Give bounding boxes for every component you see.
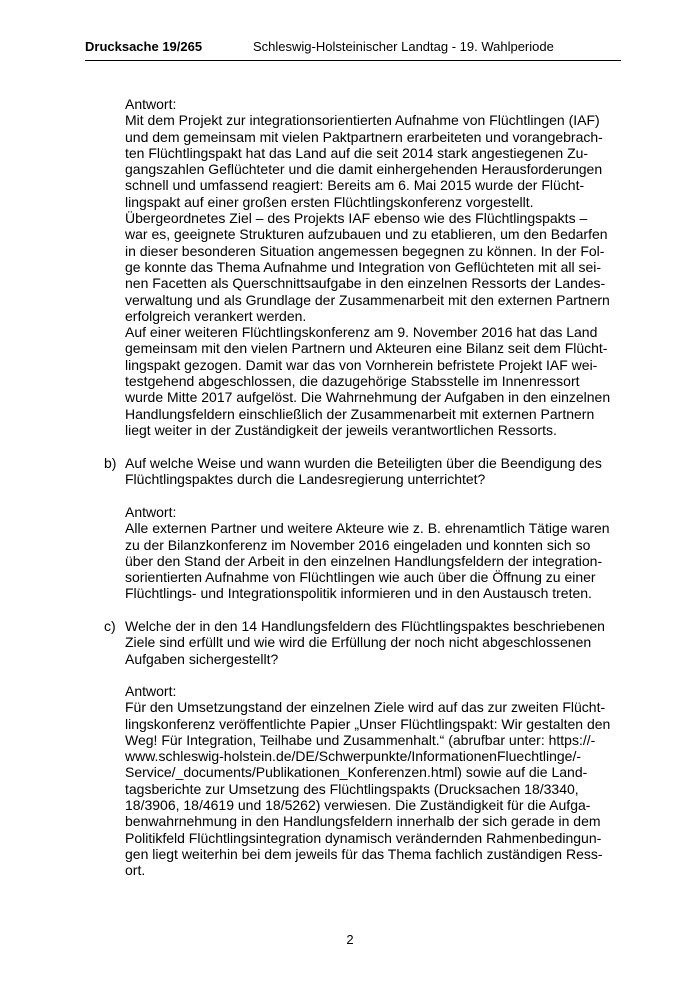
answer-b-line: zu der Bilanzkonferenz im November 2016 eingeladen und konnten sich so	[125, 536, 591, 553]
answer-a-line: ten Flüchtlingspakt hat das Land auf die seit 2014 stark angestiegenen Zu-	[125, 144, 589, 161]
question-b-line: Flüchtlingspaktes durch die Landesregierung unterrichtet?	[125, 471, 486, 488]
answer-a-line: war es, geeignete Strukturen aufzubauen und zu etablieren, um den Bedarfen	[125, 226, 608, 243]
question-c-line: Aufgaben sichergestellt?	[125, 650, 279, 667]
answer-b-line: sorientierten Aufnahme von Flüchtlingen wie auch über die Öffnung zu einer	[125, 569, 596, 586]
answer-b-line: Alle externen Partner und weitere Akteure wie z. B. ehrenamtlich Tätige waren	[125, 520, 610, 537]
answer-c-line: benwahrnehmung in den Handlungsfeldern innerhalb der sich gerade in dem	[125, 813, 601, 830]
answer-a-line: erfolgreich verankert werden.	[125, 307, 307, 324]
document-title: Schleswig-Holsteinischer Landtag - 19. Wahlperiode	[253, 39, 554, 54]
answer-a-line: und dem gemeinsam mit vielen Paktpartnern erarbeiteten und vorangebrach-	[125, 128, 603, 145]
question-b-line: Auf welche Weise und wann wurden die Beteiligten über die Beendigung des	[125, 455, 602, 471]
answer-c-label: Antwort:	[125, 683, 177, 699]
answer-c-line: tagsberichte zur Umsetzung des Flüchtlingspakts (Drucksachen 18/3340,	[125, 780, 579, 797]
answer-c-line: 18/3906, 18/4619 und 18/5262) verwiesen. Die Zuständigkeit für die Aufga-	[125, 797, 591, 814]
answer-c-line: www.schleswig-holstein.de/DE/Schwerpunkte/InformationenFluechtlinge/-	[125, 748, 581, 765]
answer-a-line: lingspakt auf einer großen ersten Flüchtlingskonferenz vorgestellt.	[125, 193, 534, 210]
answer-c-line: Für den Umsetzungstand der einzelnen Ziele wird auf das zur zweiten Flücht-	[125, 699, 606, 716]
answer-a-line: wurde Mitte 2017 aufgelöst. Die Wahrnehmung der Aufgaben in den einzelnen	[125, 389, 611, 406]
answer-c-line: ort.	[125, 862, 146, 879]
answer-b	[125, 504, 620, 602]
answer-b-label: Antwort:	[125, 504, 177, 520]
document-number: Drucksache 19/265	[85, 39, 203, 54]
answer-a	[125, 96, 620, 438]
answer-b-line: über den Stand der Arbeit in den einzelnen Handlungsfeldern der integration-	[125, 552, 603, 569]
answer-a-label: Antwort:	[125, 96, 177, 112]
question-c-marker: c)	[104, 618, 116, 634]
answer-a-line: schnell und umfassend reagiert: Bereits am 6. Mai 2015 wurde der Flücht-	[125, 177, 585, 194]
answer-a-line: Auf einer weiteren Flüchtlingskonferenz am 9. November 2016 hat das Land	[125, 324, 598, 341]
answer-a-line: in dieser besonderen Situation angemessen begegnen zu können. In der Fol-	[125, 242, 605, 259]
page-header	[85, 35, 621, 61]
answer-a-line: Handlungsfeldern einschließlich der Zusammenarbeit mit externen Partnern	[125, 405, 595, 422]
answer-a-line: testgehend abgeschlossen, die dazugehörige Stabsstelle im Innenressort	[125, 373, 580, 390]
question-c-line: Welche der in den 14 Handlungsfeldern des Flüchtlingspaktes beschriebenen	[125, 618, 605, 634]
answer-a-line: gangszahlen Geflüchteter und die damit einhergehenden Herausforderungen	[125, 161, 603, 178]
answer-c	[125, 683, 620, 879]
answer-a-line: gemeinsam mit den vielen Partnern und Akteuren eine Bilanz seit dem Flücht-	[125, 340, 608, 357]
answer-a-line: Übergeordnetes Ziel – des Projekts IAF ebenso wie des Flüchtlingspakts –	[125, 210, 588, 227]
question-b-marker: b)	[104, 455, 117, 471]
answer-a-line: Mit dem Projekt zur integrationsorientierten Aufnahme von Flüchtlingen (IAF)	[125, 112, 600, 129]
answer-b-line: Flüchtlings- und Integrationspolitik informieren und in den Austausch treten.	[125, 585, 592, 602]
page-number: 2	[346, 932, 354, 947]
answer-a-line: ge konnte das Thema Aufnahme und Integration von Geflüchteten mit all sei-	[125, 258, 602, 275]
answer-c-line: Politikfeld Flüchtlingsintegration dynamisch verändernden Rahmenbedingun-	[125, 829, 602, 846]
answer-c-line: gen liegt weiterhin bei dem jeweils für das Thema fachlich zuständigen Ress-	[125, 845, 603, 862]
answer-a-line: liegt weiter in der Zuständigkeit der jeweils verantwortlichen Ressorts.	[125, 421, 557, 438]
answer-c-line: lingskonferenz veröffentlichte Papier „Unser Flüchtlingspakt: Wir gestalten den	[125, 715, 611, 732]
answer-a-line: lingspakt gezogen. Damit war das von Vornherein befristete Projekt IAF wei-	[125, 356, 598, 373]
question-c-line: Ziele sind erfüllt und wie wird die Erfüllung der noch nicht abgeschlossenen	[125, 634, 592, 651]
answer-c-line: Service/_documents/Publikationen_Konferenzen.html) sowie auf die Land-	[125, 764, 588, 781]
answer-c-line: Weg! Für Integration, Teilhabe und Zusammenhalt.“ (abrufbar unter: https://-	[125, 731, 596, 748]
answer-a-line: nen Facetten als Querschnittsaufgabe in den einzelnen Ressorts der Landes-	[125, 275, 606, 292]
answer-a-line: verwaltung und als Grundlage der Zusammenarbeit mit den externen Partnern	[125, 291, 610, 308]
